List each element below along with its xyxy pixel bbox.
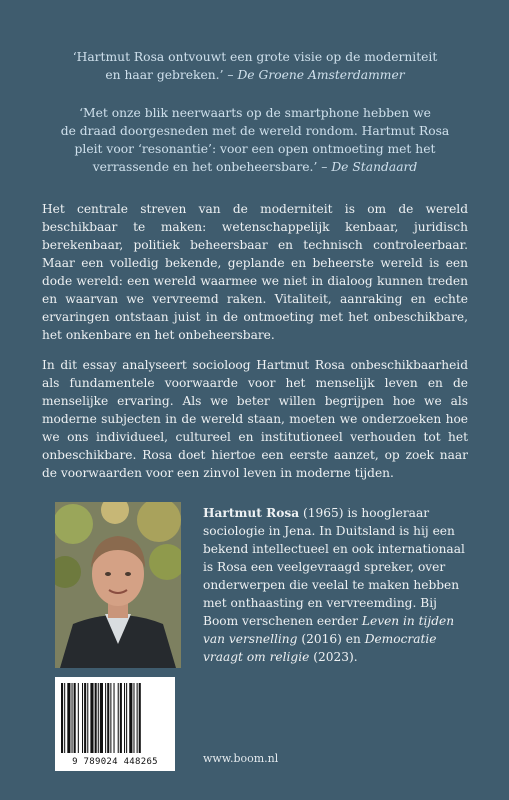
quote-groene [48, 48, 462, 84]
barcode-bar [137, 683, 138, 753]
author-bio [203, 504, 466, 666]
barcode-bar [133, 683, 134, 753]
isbn-barcode [55, 677, 175, 771]
barcode-bar [124, 683, 125, 753]
quote-line: de draad doorgesneden met de wereld rondom. Hartmut Rosa [60, 124, 450, 138]
barcode-bar [82, 683, 83, 753]
author-photo [55, 502, 181, 668]
quote-line: en haar gebreken.’ – [105, 68, 238, 82]
barcode-bar [78, 683, 79, 753]
barcode-bar [95, 683, 97, 753]
barcode-bar [61, 683, 63, 753]
barcode-bar [118, 683, 119, 753]
isbn-number: 9 789024 448265 [72, 757, 158, 767]
review-quotes [48, 48, 462, 196]
barcode-bar [64, 683, 65, 753]
barcode-bar [105, 683, 106, 753]
book-title: Democratie vraagt om religie [203, 632, 437, 664]
barcode-bar [87, 683, 88, 753]
quote-standaard [48, 104, 462, 176]
quote-line: ‘Met onze blik neerwaarts op de smartphone hebben we [79, 106, 431, 120]
barcode-bar [107, 683, 109, 753]
author-name: Hartmut Rosa [203, 506, 300, 520]
barcode-bar [90, 683, 93, 753]
barcode-bar [110, 683, 111, 753]
book-title: Leven in tijden van versnelling [203, 614, 455, 646]
quote-line: pleit voor ‘resonantie’: voor een open ontmoeting met het [74, 142, 436, 156]
bio-text: (2016) en [297, 632, 365, 646]
barcode-bar [129, 683, 132, 753]
blurb [42, 200, 468, 494]
quote-source: De Groene Amsterdammer [237, 68, 405, 82]
quote-line: ‘Hartmut Rosa ontvouwt een grote visie op de moderniteit [72, 50, 438, 64]
quote-line: verrassende en het onbeheersbare.’ – [92, 160, 332, 174]
barcode-bar [84, 683, 86, 753]
bio-text: (1965) is hoogleraar sociologie in Jena. In Duitsland is hij een bekend intellectueel en ook internationaal is Rosa een veelgevraagd spreker, over onderwerpen die veelal te maken hebben met onthaasting en vervreemding. Bij Boom verschenen eerder [203, 506, 465, 628]
blurb-paragraph: Het centrale streven van de moderniteit is om de wereld beschikbaar te maken: wetenschappelijk kenbaar, juridisch berekenbaar, politiek beheersbaar en technisch controleerbaar. Maar een volledig bekende, geplande en beheerste wereld is een dode wereld: een wereld waarmee we niet in dialoog kunnen treden en waarvan we vervreemd raken. Vitaliteit, aanraking en echte ervaringen ontstaan juist in de ontmoeting met het onbeschikbare, het onkenbare en het onbeheersbare. [42, 202, 468, 342]
quote-source: De Standaard [331, 160, 418, 174]
blurb-paragraph: In dit essay analyseert socioloog Hartmut Rosa onbeschikbaarheid als fundamentele voorwaarde voor het menselijk leven en de menselijke ervaring. Als we beter willen begrijpen hoe we als moderne subjecten in de wereld staan, moeten we onderzoeken hoe we ons individueel, cultureel en institutioneel verhouden tot het onbeschikbare. Rosa doet hiertoe een eerste aanzet, op zoek naar de voorwaarden voor een zinvol leven in moderne tijden. [42, 358, 468, 480]
barcode-bar [139, 683, 141, 753]
barcode-bar [72, 683, 73, 753]
barcode-bar [98, 683, 99, 753]
barcode-bar [126, 683, 127, 753]
barcode-bar [67, 683, 70, 753]
barcode-bar [120, 683, 122, 753]
barcode-bar [114, 683, 115, 753]
barcode-bar [100, 683, 103, 753]
publisher-website[interactable]: www.boom.nl [203, 752, 279, 765]
bio-text: (2023). [309, 650, 358, 664]
barcode-bar [74, 683, 76, 753]
